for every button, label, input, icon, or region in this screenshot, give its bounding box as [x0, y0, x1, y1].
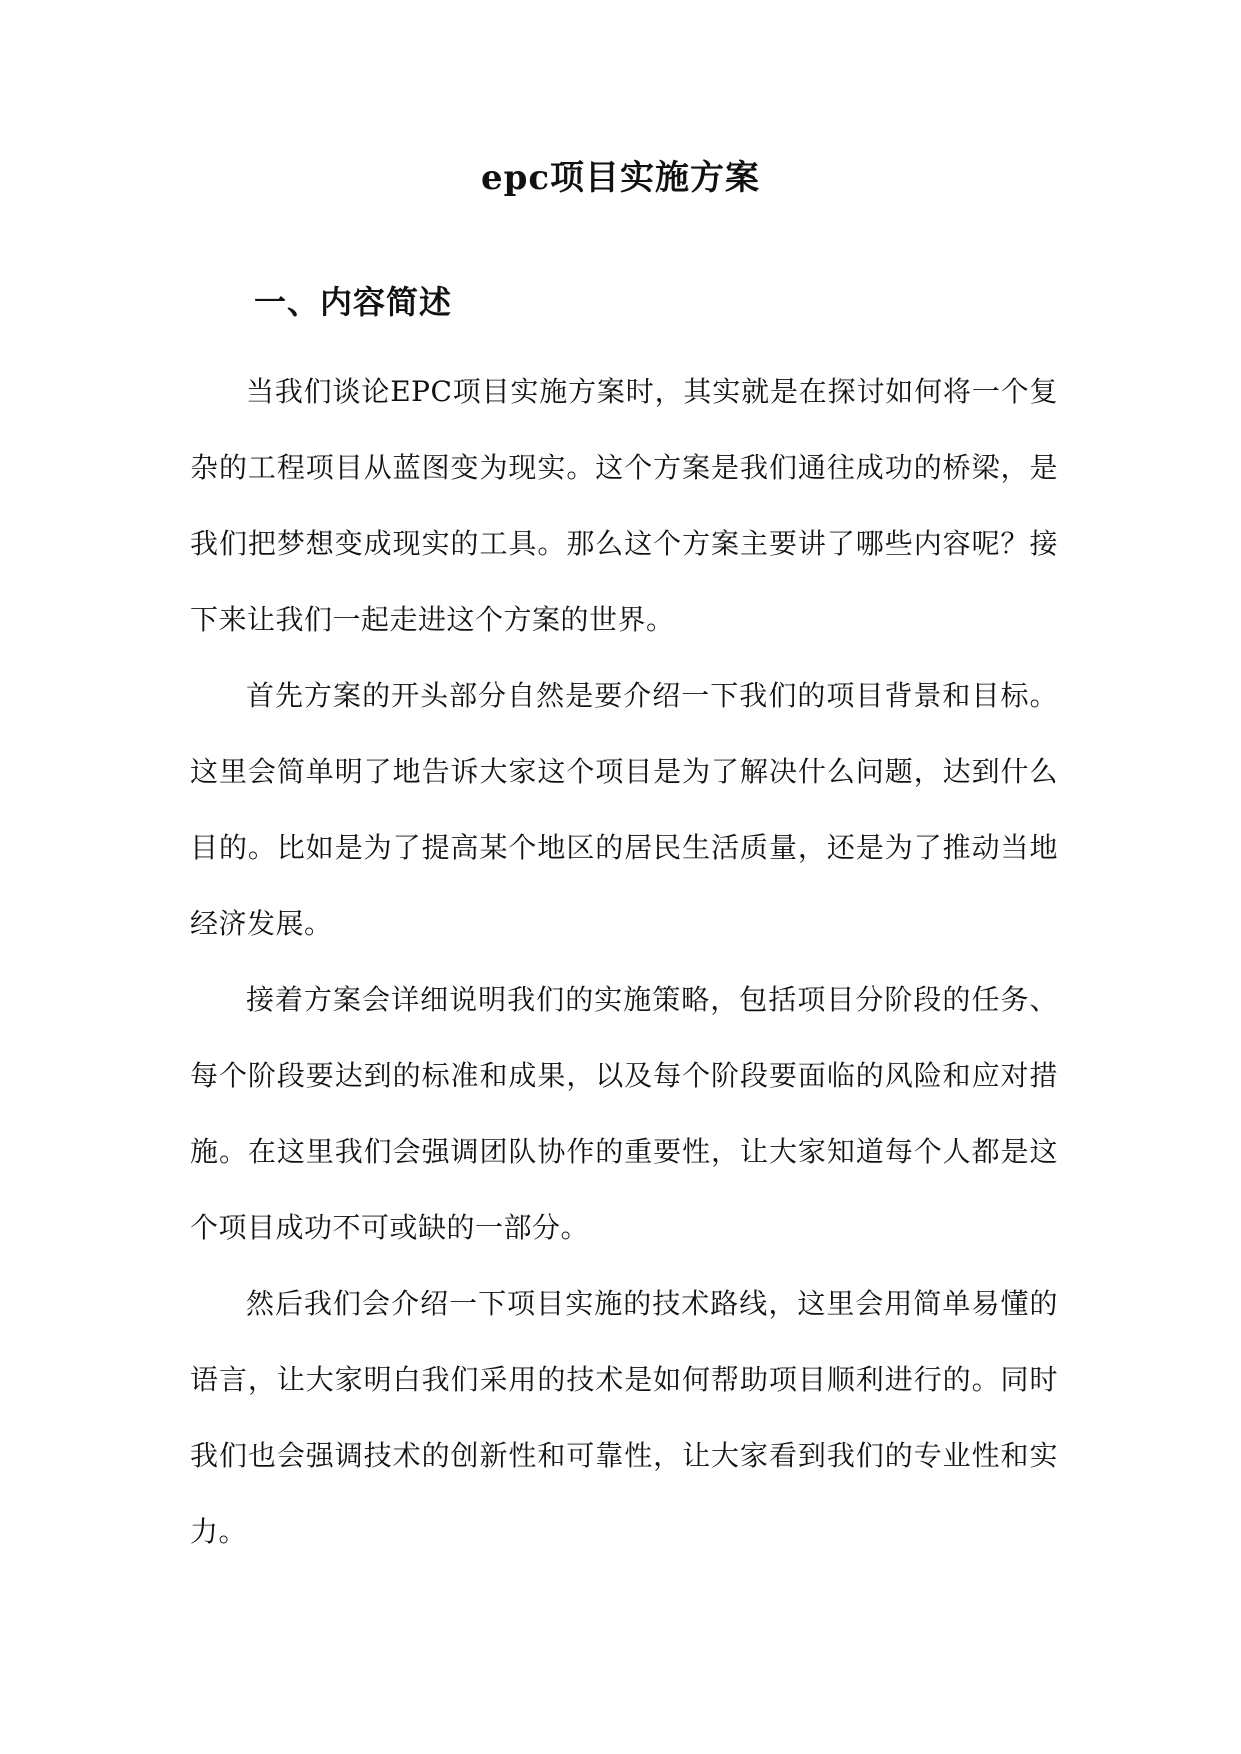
paragraph-intro: 当我们谈论EPC项目实施方案时，其实就是在探讨如何将一个复杂的工程项目从蓝图变为现实。这个方案是我们通往成功的桥梁，是我们把梦想变成现实的工具。那么这个方案主要讲了哪些内容呢？接下来让我们一起走进这个方案的世界。 — [190, 375, 1058, 636]
paragraph-background: 首先方案的开头部分自然是要介绍一下我们的项目背景和目标。这里会简单明了地告诉大家这个项目是为了解决什么问题，达到什么目的。比如是为了提高某个地区的居民生活质量，还是为了推动当地经济发展。 — [190, 679, 1058, 940]
paragraph-technology: 然后我们会介绍一下项目实施的技术路线，这里会用简单易懂的语言，让大家明白我们采用的技术是如何帮助项目顺利进行的。同时我们也会强调技术的创新性和可靠性，让大家看到我们的专业性和实力。 — [190, 1287, 1058, 1548]
document-body — [190, 354, 1058, 1570]
section-heading: 一、内容简述 — [254, 283, 453, 321]
paragraph-strategy: 接着方案会详细说明我们的实施策略，包括项目分阶段的任务、每个阶段要达到的标准和成果，以及每个阶段要面临的风险和应对措施。在这里我们会强调团队协作的重要性，让大家知道每个人都是这个项目成功不可或缺的一部分。 — [190, 983, 1058, 1244]
document-title: epc项目实施方案 — [480, 158, 761, 198]
